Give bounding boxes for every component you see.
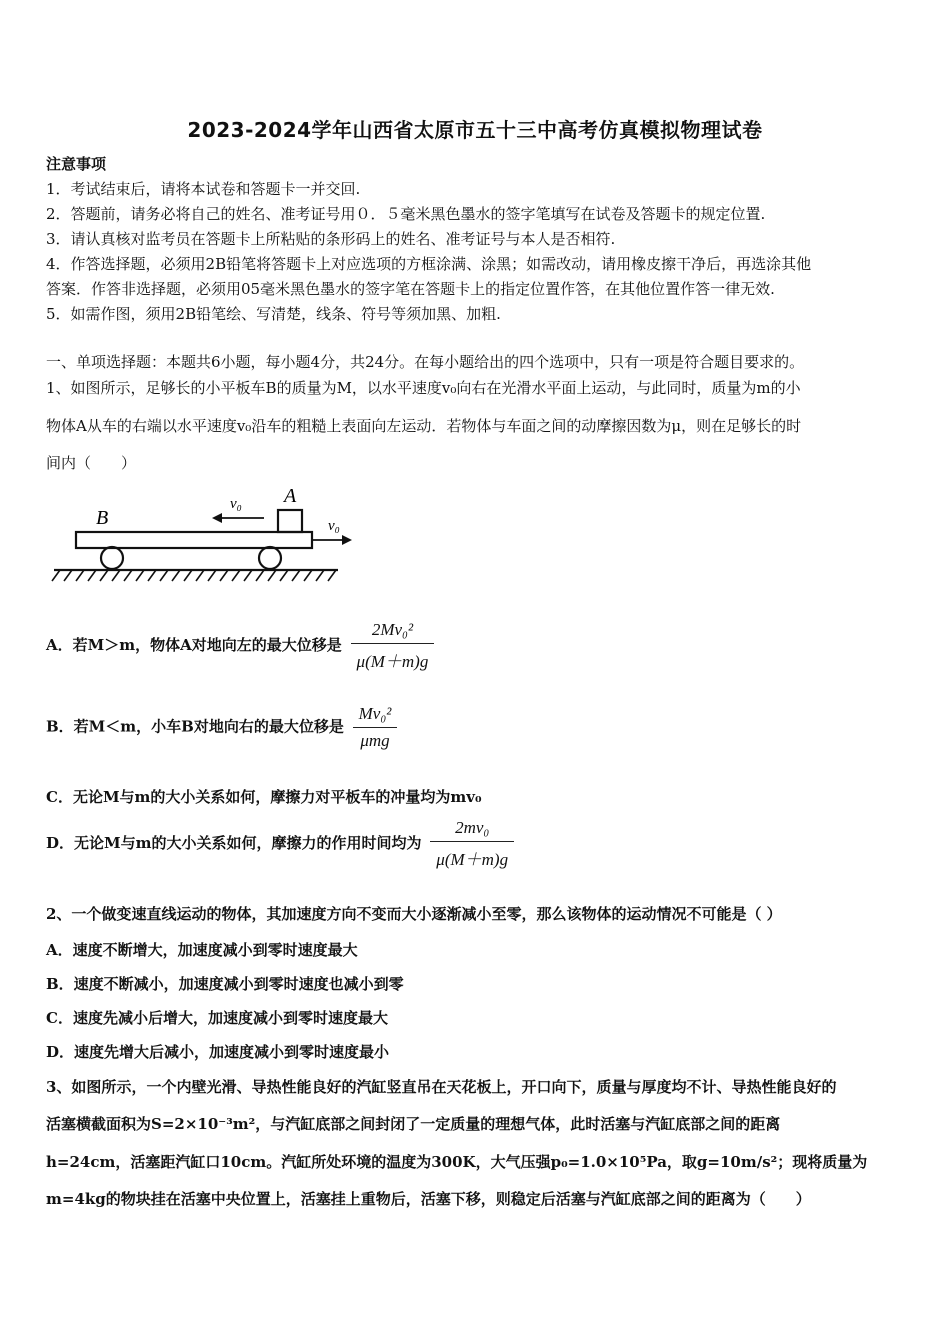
arrow-left-head (212, 513, 222, 523)
question-2-option-b[interactable]: B．速度不断减小，加速度减小到零时速度也减小到零 (46, 975, 404, 993)
question-2-option-a[interactable]: A．速度不断增大，加速度减小到零时速度最大 (46, 941, 358, 959)
notice-item: 答案．作答非选择题，必须用05毫米黑色墨水的签字笔在答题卡上的指定位置作答，在其他位置作答一律无效. (46, 280, 775, 298)
fraction-denominator: μ(M＋m)g (356, 652, 429, 671)
notice-item: 4．作答选择题，必须用2B铅笔将答题卡上对应选项的方框涂满、涂黑；如需改动，请用橡皮擦干净后，再选涂其他 (46, 255, 812, 273)
cart-wheel (259, 547, 281, 569)
fraction (430, 818, 514, 870)
label-a: A (284, 486, 297, 507)
option-text: B．若M＜m，小车B对地向右的最大位移是 (46, 717, 344, 736)
question-2-option-d[interactable]: D．速度先增大后减小，加速度减小到零时速度最小 (46, 1043, 390, 1061)
question-1-stem: 1、如图所示，足够长的小平板车B的质量为M，以水平速度v₀向右在光滑水平面上运动，与此同时，质量为m的小 (46, 379, 801, 397)
velocity-label-b: v₀ (328, 518, 340, 534)
label-b: B (96, 507, 109, 529)
velocity-label-a: v₀ (230, 496, 242, 512)
question-1-stem: 间内（ ） (46, 454, 137, 472)
option-text: D．无论M与m的大小关系如何，摩擦力的作用时间均为 (46, 834, 422, 852)
question-2-stem: 2、一个做变速直线运动的物体，其加速度方向不变而大小逐渐减小至零，那么该物体的运动情况不可能是（ ） (46, 905, 782, 923)
fraction-denominator: μmg (360, 731, 390, 750)
question-1-option-b[interactable] (46, 704, 397, 751)
notice-item: 1．考试结束后，请将本试卷和答题卡一并交回. (46, 180, 361, 198)
ground-hatching (52, 570, 336, 581)
question-3-stem: m=4kg的物块挂在活塞中央位置上，活塞挂上重物后，活塞下移，则稳定后活塞与汽缸底部之间的距离为（ ） (46, 1190, 811, 1208)
cart-diagram (46, 486, 356, 586)
notice-item: 2．答题前，请务必将自己的姓名、准考证号用０．５毫米黑色墨水的签字笔填写在试卷及答题卡的规定位置. (46, 205, 766, 223)
question-3-stem: h=24cm，活塞距汽缸口10cm。汽缸所处环境的温度为300K，大气压强p₀=1.0×10⁵Pa，取g=10m/s²；现将质量为 (46, 1153, 868, 1171)
question-3-stem: 3、如图所示，一个内壁光滑、导热性能良好的汽缸竖直吊在天花板上，开口向下，质量与厚度均不计、导热性能良好的 (46, 1078, 837, 1096)
fraction-numerator: 2Mv₀² (351, 620, 435, 644)
notice-heading: 注意事项 (46, 155, 107, 173)
notice-item: 3．请认真核对监考员在答题卡上所粘贴的条形码上的姓名、准考证号与本人是否相符. (46, 230, 616, 248)
cart-body (76, 532, 312, 548)
cart-wheel (101, 547, 123, 569)
fraction-denominator: μ(M＋m)g (436, 850, 509, 869)
question-1-option-d[interactable] (46, 818, 514, 870)
fraction-numerator: 2mv₀ (430, 818, 514, 842)
section-heading: 一、单项选择题：本题共6小题，每小题4分，共24分。在每小题给出的四个选项中，只有一项是符合题目要求的。 (46, 353, 805, 371)
block-a (278, 510, 302, 532)
fraction-numerator: Mv₀² (353, 704, 398, 728)
question-3-stem: 活塞横截面积为S=2×10⁻³m²，与汽缸底部之间封闭了一定质量的理想气体，此时活塞与汽缸底部之间的距离 (46, 1115, 781, 1133)
question-1-option-c[interactable]: C．无论M与m的大小关系如何，摩擦力对平板车的冲量均为mv₀ (46, 788, 482, 806)
option-text: A．若M＞m，物体A对地向左的最大位移是 (46, 636, 342, 654)
fraction (351, 620, 435, 672)
page-title: 2023-2024学年山西省太原市五十三中高考仿真模拟物理试卷 (187, 118, 763, 142)
arrow-right-head (342, 535, 352, 545)
fraction (353, 704, 398, 751)
question-1-stem: 物体A从车的右端以水平速度v₀沿车的粗糙上表面向左运动．若物体与车面之间的动摩擦因数为μ，则在足够长的时 (46, 417, 802, 435)
question-2-option-c[interactable]: C．速度先减小后增大，加速度减小到零时速度最大 (46, 1009, 388, 1027)
notice-item: 5．如需作图，须用2B铅笔绘、写清楚，线条、符号等须加黑、加粗. (46, 305, 501, 323)
question-1-option-a[interactable] (46, 620, 434, 672)
